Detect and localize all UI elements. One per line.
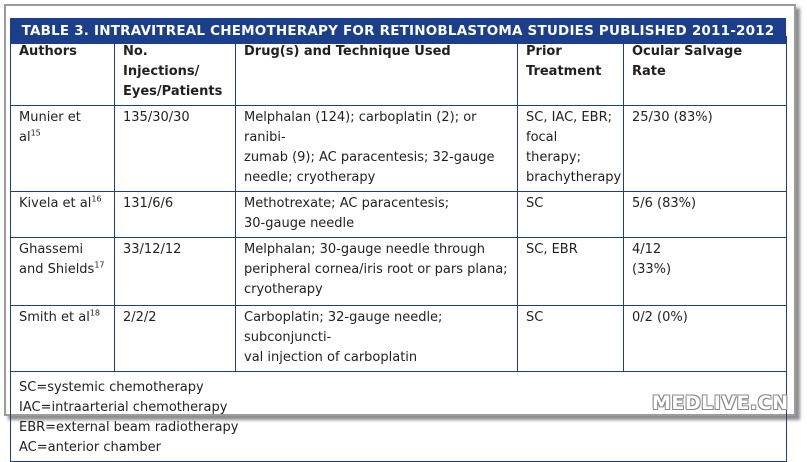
table-row bbox=[11, 238, 787, 306]
cell-drug: Melphalan (124); carboplatin (2); or ranibi- zumab (9); AC paracentesis; 32-gauge needle; cryotherapy bbox=[236, 106, 518, 192]
cell-author: Kivela et $al^{16}$ bbox=[11, 192, 115, 238]
table-row bbox=[11, 192, 787, 238]
col-header-prior-treatment: Prior Treatment bbox=[518, 37, 624, 106]
cell-injections: 33/12/12 bbox=[115, 238, 236, 306]
header-row bbox=[11, 37, 787, 106]
cell-injections: 2/2/2 bbox=[115, 306, 236, 372]
cell-prior: SC, EBR bbox=[518, 238, 624, 306]
table-row bbox=[11, 306, 787, 372]
table-title: TABLE 3. INTRAVITREAL CHEMOTHERAPY FOR RETINOBLASTOMA STUDIES PUBLISHED 2011-2012 bbox=[10, 18, 786, 44]
cell-injections: 135/30/30 bbox=[115, 106, 236, 192]
cell-author: Munier et $al^{15}$ bbox=[11, 106, 115, 192]
cell-prior: SC bbox=[518, 192, 624, 238]
footnote: SC=systemic chemotherapy bbox=[19, 380, 204, 395]
footnotes-row bbox=[11, 372, 787, 462]
footnote: AC=anterior chamber bbox=[19, 440, 161, 455]
cell-salvage: 4/12 (33%) bbox=[624, 238, 787, 306]
cell-salvage: 0/2 (0%) bbox=[624, 306, 787, 372]
cell-salvage: 5/6 (83%) bbox=[624, 192, 787, 238]
cell-author: Ghassemi and Shields$^{17}$ bbox=[11, 238, 115, 306]
col-header-drugs: Drug(s) and Technique Used bbox=[236, 37, 518, 106]
cell-salvage: 25/30 (83%) bbox=[624, 106, 787, 192]
footnote: EBR=external beam radiotherapy bbox=[19, 420, 239, 435]
cell-author: Smith et $al^{18}$ bbox=[11, 306, 115, 372]
cell-prior: SC bbox=[518, 306, 624, 372]
table-row bbox=[11, 106, 787, 192]
footnote: IAC=intraarterial chemotherapy bbox=[19, 400, 228, 415]
col-header-authors: Authors bbox=[11, 37, 115, 106]
cell-drug: Methotrexate; AC paracentesis; 30-gauge needle bbox=[236, 192, 518, 238]
cell-drug: Carboplatin; 32-gauge needle; subconjuncti- val injection of carboplatin bbox=[236, 306, 518, 372]
watermark: MEDLIVE.CN bbox=[652, 392, 789, 414]
cell-drug: Melphalan; 30-gauge needle through peripheral cornea/iris root or pars plana; cryotherapy bbox=[236, 238, 518, 306]
cell-injections: 131/6/6 bbox=[115, 192, 236, 238]
col-header-injections: No. Injections/ Eyes/Patients bbox=[115, 37, 236, 106]
footnotes bbox=[11, 372, 787, 462]
cell-prior: SC, IAC, EBR; focal therapy; brachytherapy bbox=[518, 106, 624, 192]
col-header-salvage-rate: Ocular Salvage Rate bbox=[624, 37, 787, 106]
